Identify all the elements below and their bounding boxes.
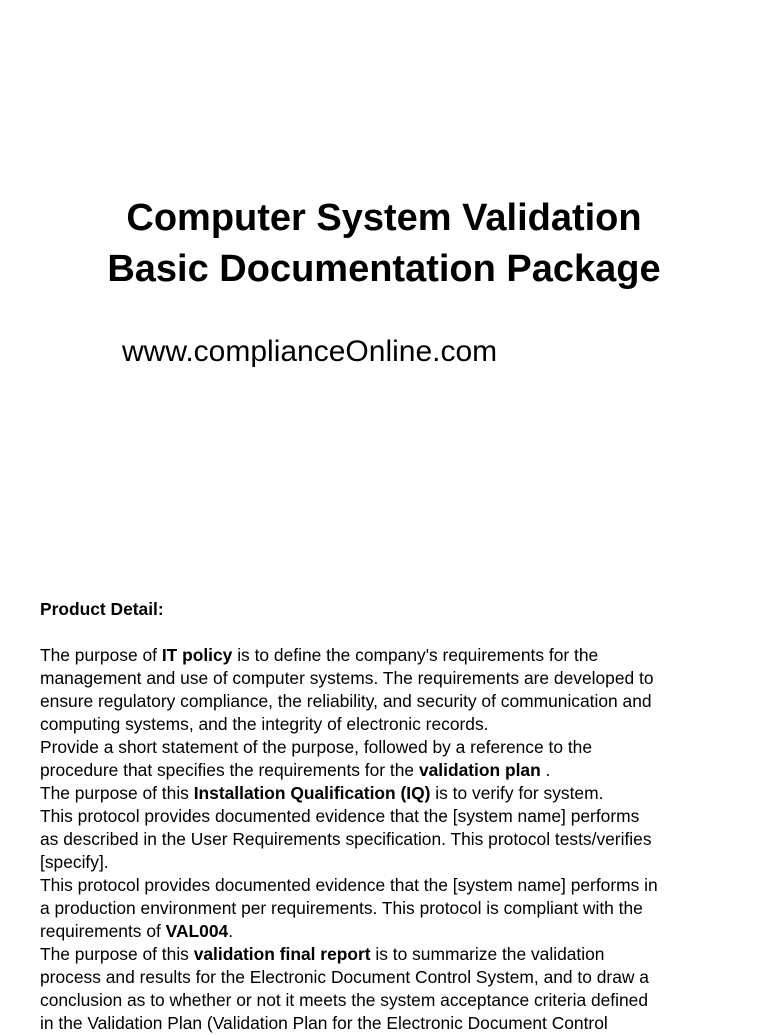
validation-plan-line-2: procedure that specifies the requirements for the validation plan . xyxy=(40,760,551,780)
final-report-term: validation final report xyxy=(193,944,371,964)
protocol1-line-1: This protocol provides documented evidence that the [system name] performs xyxy=(40,806,640,826)
website-url: www.complianceOnline.com xyxy=(122,335,498,368)
product-detail-section xyxy=(40,598,740,1035)
iq-term: Installation Qualification (IQ) xyxy=(193,783,431,803)
protocol2-line-3: requirements of VAL004. xyxy=(40,921,234,941)
title-line-1: Computer System Validation xyxy=(126,197,642,239)
val004-term: VAL004 xyxy=(165,921,229,941)
it-policy-line-1: The purpose of IT policy is to define the company's requirements for the xyxy=(40,645,599,665)
protocol2-line-1: This protocol provides documented evidence that the [system name] performs in xyxy=(40,875,658,895)
it-policy-line-3: ensure regulatory compliance, the reliability, and security of communication and xyxy=(40,691,652,711)
validation-plan-term: validation plan xyxy=(418,760,541,780)
document-title xyxy=(0,193,768,295)
protocol1-line-2: as described in the User Requirements specification. This protocol tests/verifies xyxy=(40,829,652,849)
validation-plan-line-1: Provide a short statement of the purpose, followed by a reference to the xyxy=(40,737,592,757)
it-policy-term: IT policy xyxy=(161,645,233,665)
title-line-2: Basic Documentation Package xyxy=(107,248,661,290)
final-report-line-4: in the Validation Plan (Validation Plan for the Electronic Document Control xyxy=(40,1013,608,1033)
product-detail-body xyxy=(40,644,740,1035)
final-report-line-2: process and results for the Electronic Document Control System, and to draw a xyxy=(40,967,649,987)
protocol1-line-3: [specify]. xyxy=(40,852,109,872)
it-policy-line-2: management and use of computer systems. The requirements are developed to xyxy=(40,668,654,688)
final-report-line-1: The purpose of this validation final report is to summarize the validation xyxy=(40,944,605,964)
final-report-line-3: conclusion as to whether or not it meets the system acceptance criteria defined xyxy=(40,990,649,1010)
product-detail-heading: Product Detail: xyxy=(40,599,164,619)
iq-line: The purpose of this Installation Qualification (IQ) is to verify for system. xyxy=(40,783,604,803)
protocol2-line-2: a production environment per requirements. This protocol is compliant with the xyxy=(40,898,643,918)
it-policy-line-4: computing systems, and the integrity of electronic records. xyxy=(40,714,489,734)
